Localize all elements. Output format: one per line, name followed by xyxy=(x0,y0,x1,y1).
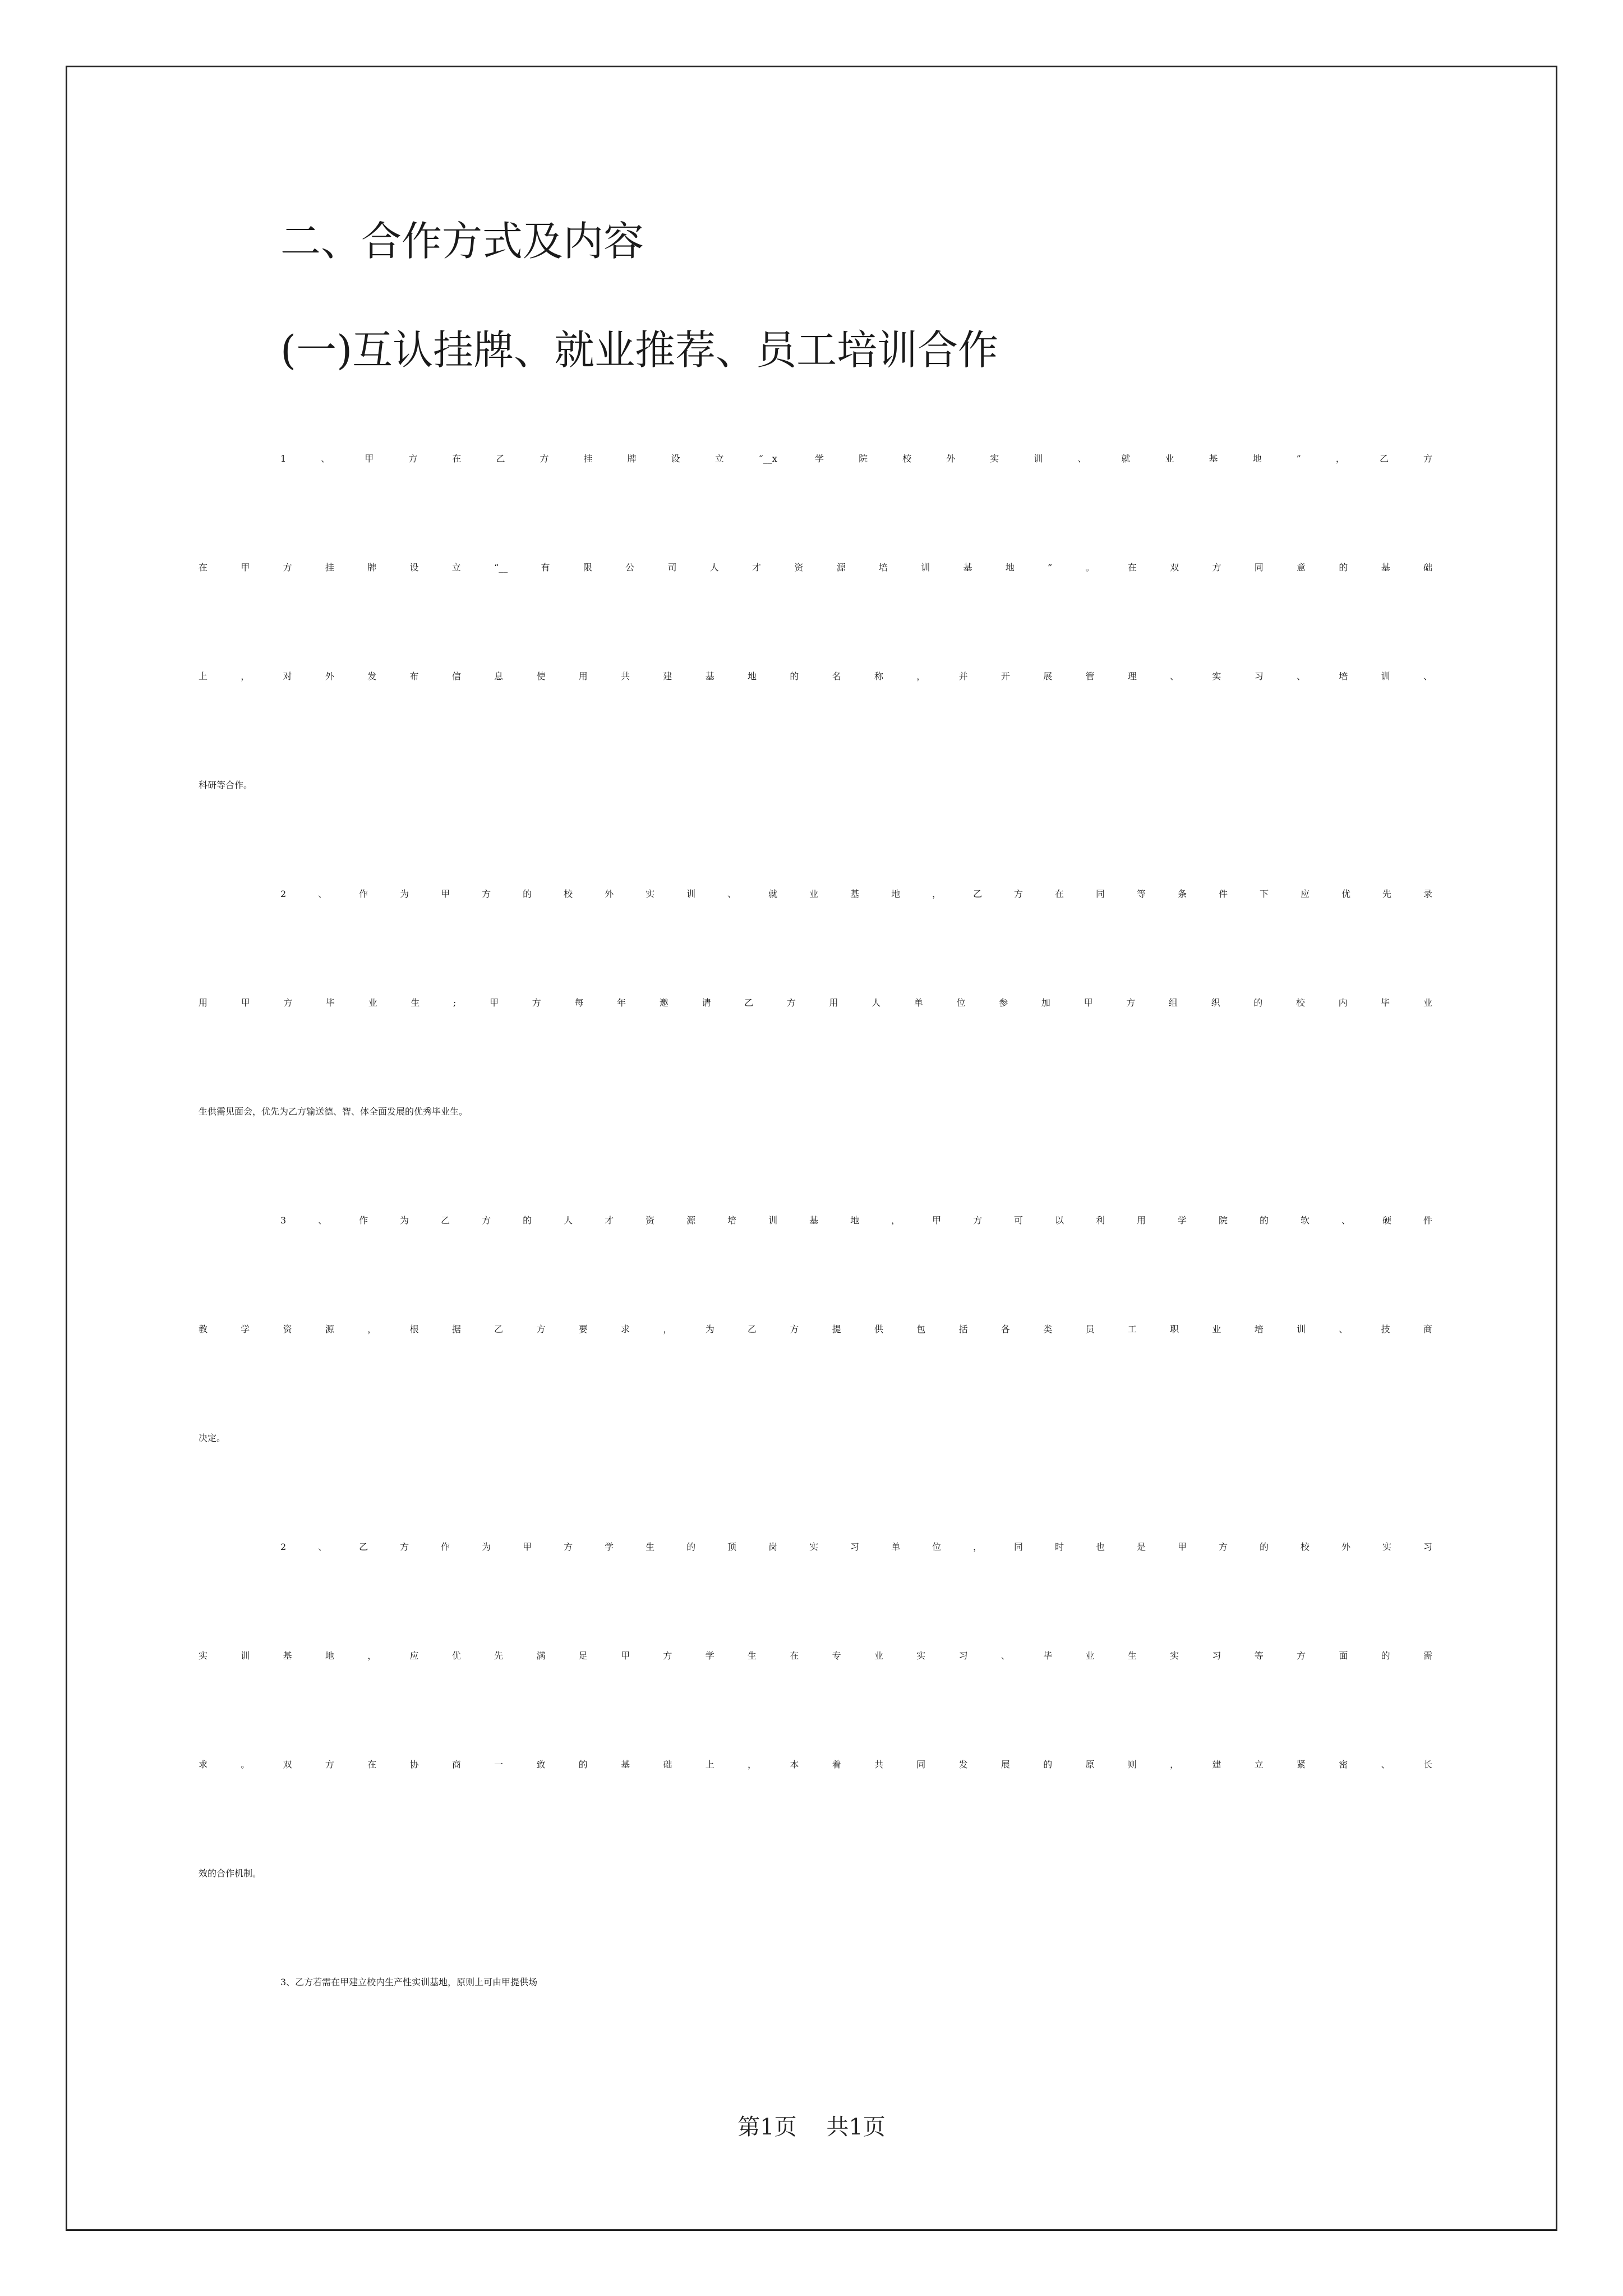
paragraph-line: 教学资源，根据乙方要求，为乙方提供包括各类员工职业培训、技商 xyxy=(199,1324,1432,1335)
paragraph-line: 科研等合作。 xyxy=(199,780,253,790)
subsection-heading: (一)互认挂牌、就业推荐、员工培训合作 xyxy=(280,326,999,374)
paragraph-line: 实训基地，应优先满足甲方学生在专业实习、毕业生实习等方面的需 xyxy=(199,1650,1432,1661)
paragraph-4 xyxy=(199,1519,1432,1954)
paragraph-3 xyxy=(199,1193,1432,1519)
paragraph-line: 生供需见面会，优先为乙方输送德、智、体全面发展的优秀毕业生。 xyxy=(199,1106,468,1117)
page-footer xyxy=(0,2109,1623,2141)
paragraph-line: 上，对外发布信息使用共建基地的名称，并开展管理、实习、培训、 xyxy=(199,671,1432,682)
paragraph-line: 效的合作机制。 xyxy=(199,1868,262,1879)
paragraph-line: 2、作为甲方的校外实训、就业基地，乙方在同等条件下应优先录 xyxy=(280,889,1432,899)
paragraph-2 xyxy=(199,866,1432,1193)
paragraph-line: 1、甲方在乙方挂牌设立“__x 学院校外实训、就业基地”，乙方 xyxy=(280,453,1432,464)
paragraph-5 xyxy=(199,1954,1432,2063)
document-body xyxy=(199,213,1432,2063)
paragraph-1 xyxy=(199,431,1432,866)
paragraph-line: 用甲方毕业生;甲方每年邀请乙方用人单位参加甲方组织的校内毕业 xyxy=(199,997,1432,1008)
paragraph-line: 在甲方挂牌设立“__有限公司人才资源培训基地”。在双方同意的基础 xyxy=(199,562,1432,573)
paragraph-line: 求。双方在协商一致的基础上，本着共同发展的原则，建立紧密、长 xyxy=(199,1759,1432,1770)
page-number-current: 第1页 xyxy=(737,2114,797,2140)
paragraph-line: 2、乙方作为甲方学生的顶岗实习单位，同时也是甲方的校外实习 xyxy=(280,1542,1432,1552)
paragraph-line: 3、作为乙方的人才资源培训基地，甲方可以利用学院的软、硬件 xyxy=(280,1215,1432,1226)
section-heading: 二、合作方式及内容 xyxy=(280,218,644,265)
page-number-total: 共1页 xyxy=(826,2114,886,2140)
paragraph-line: 决定。 xyxy=(199,1433,226,1443)
paragraph-line: 3、乙方若需在甲建立校内生产性实训基地，原则上可由甲提供场 xyxy=(280,1977,538,1987)
